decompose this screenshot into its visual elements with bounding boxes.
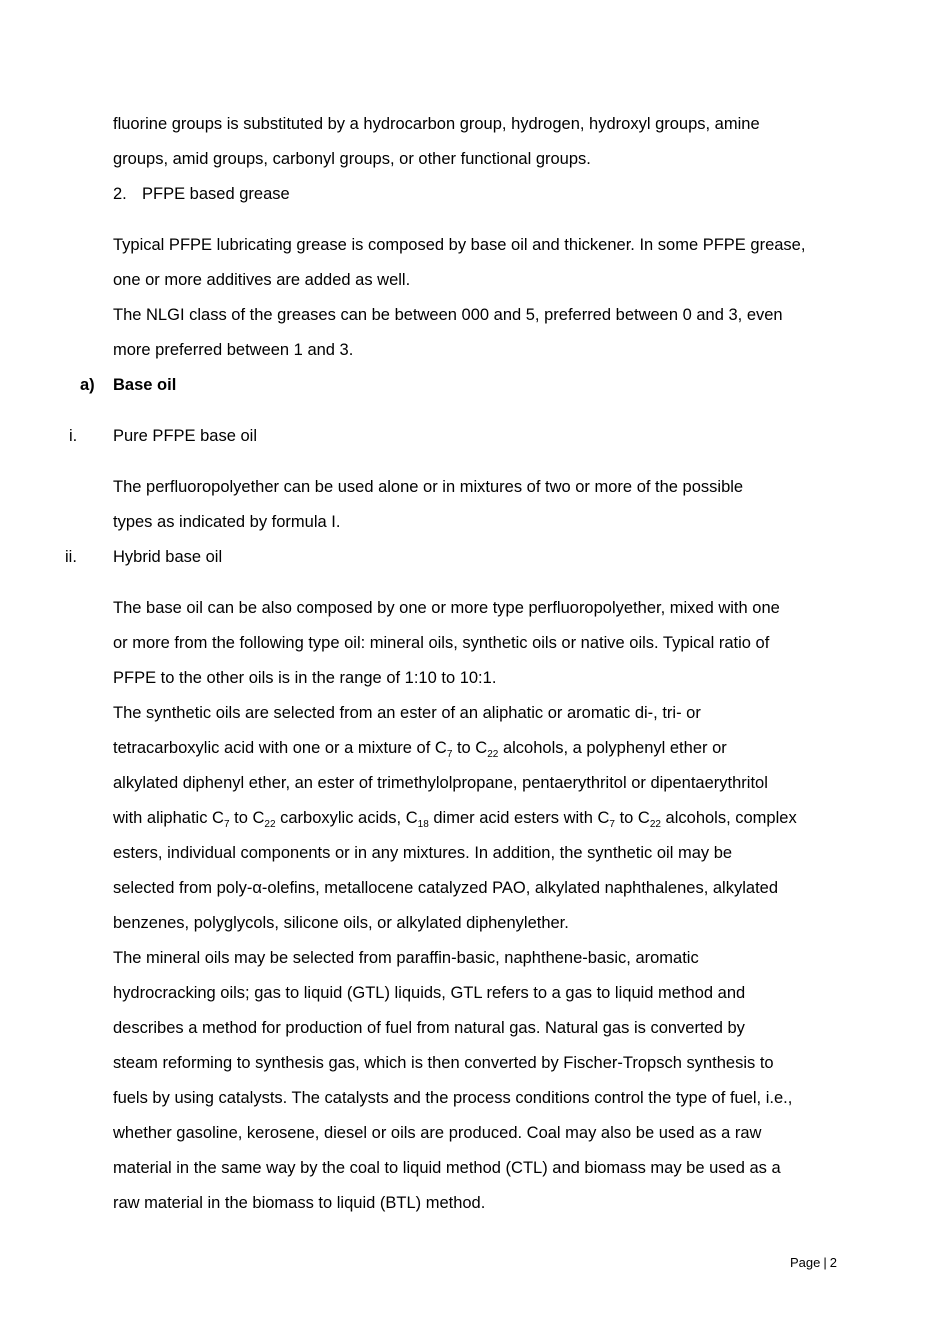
subscript: 22	[264, 819, 276, 830]
subscript: 7	[223, 819, 230, 830]
subscript: 22	[649, 819, 661, 830]
section-2-title: PFPE based grease	[142, 185, 290, 203]
text-run: alcohols, complex	[660, 809, 797, 827]
text-run: to C	[229, 809, 265, 827]
hybrid-line-9: selected from poly-α-olefins, metallocene catalyzed PAO, alkylated naphthalenes, alkylated	[113, 879, 779, 897]
grease-line-2: one or more additives are added as well.	[113, 271, 411, 289]
hybrid-line-7	[113, 808, 797, 828]
text-run: alcohols, a polyphenyl ether or	[498, 739, 727, 757]
subscript: 18	[417, 819, 429, 830]
grease-line-4: more preferred between 1 and 3.	[113, 341, 354, 359]
grease-line-3: The NLGI class of the greases can be between 000 and 5, preferred between 0 and 3, even	[113, 306, 783, 324]
subscript: 7	[609, 819, 615, 830]
hybrid-line-6: alkylated diphenyl ether, an ester of trimethylolpropane, pentaerythritol or dipentaerythritol	[113, 774, 768, 792]
hybrid-line-2: or more from the following type oil: mineral oils, synthetic oils or native oils. Typical ratio of	[113, 634, 770, 652]
subsection-a-marker: a)	[80, 376, 95, 394]
text-run: tetracarboxylic acid with one or a mixture of C	[113, 739, 447, 757]
subscript: 7	[446, 749, 453, 760]
pure-line-1: The perfluoropolyether can be used alone or in mixtures of two or more of the possible	[113, 478, 744, 496]
text-run: with aliphatic C	[113, 809, 224, 827]
subsection-a-title: Base oil	[113, 376, 177, 394]
hybrid-line-4: The synthetic oils are selected from an ester of an aliphatic or aromatic di-, tri- or	[113, 704, 701, 722]
intro-line-2: groups, amid groups, carbonyl groups, or other functional groups.	[113, 150, 591, 168]
page-number: 2	[829, 1255, 837, 1270]
text-run: carboxylic acids, C	[275, 809, 418, 827]
hybrid-line-13: describes a method for production of fuel from natural gas. Natural gas is converted by	[113, 1019, 745, 1037]
section-2-number: 2.	[113, 185, 127, 203]
hybrid-line-3: PFPE to the other oils is in the range of 1:10 to 10:1.	[113, 669, 497, 687]
hybrid-line-17: material in the same way by the coal to liquid method (CTL) and biomass may be used as a	[113, 1159, 781, 1177]
intro-line-1: fluorine groups is substituted by a hydrocarbon group, hydrogen, hydroxyl groups, amine	[113, 115, 760, 133]
hybrid-line-5	[113, 738, 727, 758]
hybrid-line-12: hydrocracking oils; gas to liquid (GTL) liquids, GTL refers to a gas to liquid method and	[113, 984, 746, 1002]
pure-line-2: types as indicated by formula I.	[113, 513, 341, 531]
hybrid-line-14: steam reforming to synthesis gas, which is then converted by Fischer-Tropsch synthesis to	[113, 1054, 774, 1072]
page-separator: |	[823, 1255, 827, 1270]
item-ii-title: Hybrid base oil	[113, 548, 223, 566]
item-i-marker: i.	[69, 427, 78, 445]
hybrid-line-18: raw material in the biomass to liquid (BTL) method.	[113, 1194, 486, 1212]
hybrid-line-15: fuels by using catalysts. The catalysts and the process conditions control the type of fuel, i.e.,	[113, 1089, 793, 1107]
hybrid-line-8: esters, individual components or in any mixtures. In addition, the synthetic oil may be	[113, 844, 733, 862]
text-run: to C	[452, 739, 488, 757]
hybrid-line-16: whether gasoline, kerosene, diesel or oils are produced. Coal may also be used as a raw	[113, 1124, 762, 1142]
text-run: dimer acid esters with C	[428, 809, 610, 827]
text-run: to C	[614, 809, 650, 827]
page-footer	[790, 1255, 837, 1271]
hybrid-line-11: The mineral oils may be selected from paraffin-basic, naphthene-basic, aromatic	[113, 949, 699, 967]
page-label: Page	[790, 1255, 821, 1270]
hybrid-line-10: benzenes, polyglycols, silicone oils, or alkylated diphenylether.	[113, 914, 569, 932]
item-ii-marker: ii.	[65, 548, 77, 566]
subscript: 22	[487, 749, 499, 760]
hybrid-line-1: The base oil can be also composed by one or more type perfluoropolyether, mixed with one	[113, 599, 780, 617]
grease-line-1: Typical PFPE lubricating grease is composed by base oil and thickener. In some PFPE grease,	[113, 236, 806, 254]
item-i-title: Pure PFPE base oil	[113, 427, 257, 445]
